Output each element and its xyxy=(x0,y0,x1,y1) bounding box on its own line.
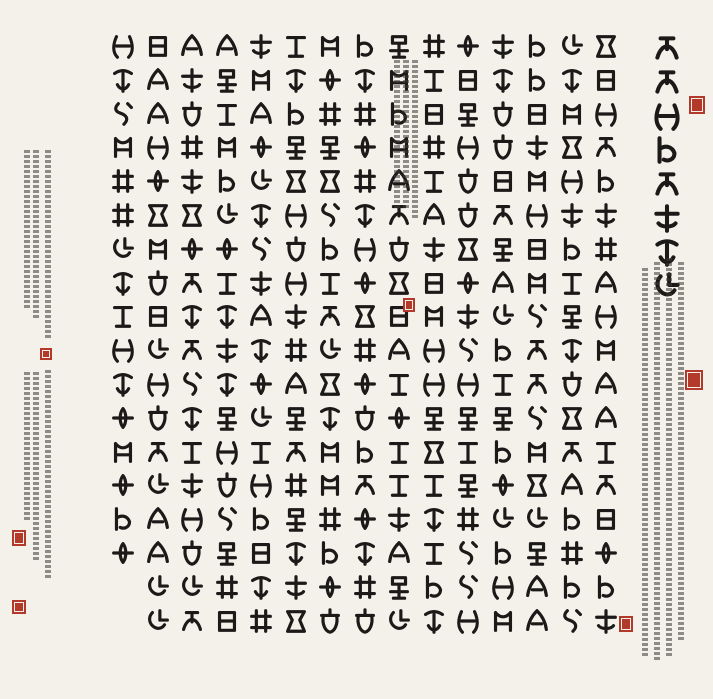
seal-glyph xyxy=(178,32,206,60)
seal-glyph xyxy=(144,404,172,432)
seal-glyph xyxy=(592,438,620,466)
seal-glyph xyxy=(489,471,517,499)
seal-glyph xyxy=(178,269,206,297)
seal-glyph xyxy=(420,607,448,635)
seal-glyph xyxy=(109,302,137,330)
seal-glyph xyxy=(351,438,379,466)
seal-glyph xyxy=(558,370,586,398)
seal-glyph xyxy=(523,235,551,263)
seal-glyph xyxy=(489,269,517,297)
seal-glyph xyxy=(558,573,586,601)
seal-glyph xyxy=(420,167,448,195)
seal-glyph xyxy=(385,438,413,466)
seal-glyph xyxy=(109,167,137,195)
seal-glyph xyxy=(558,505,586,533)
seal-stamp xyxy=(12,530,26,546)
seal-glyph xyxy=(247,269,275,297)
seal-glyph xyxy=(558,167,586,195)
seal-glyph xyxy=(282,269,310,297)
seal-glyph xyxy=(144,438,172,466)
seal-glyph xyxy=(454,133,482,161)
seal-glyph xyxy=(592,302,620,330)
seal-glyph xyxy=(385,607,413,635)
seal-glyph xyxy=(213,269,241,297)
annotation-line xyxy=(403,60,409,210)
seal-glyph xyxy=(282,438,310,466)
seal-stamp xyxy=(689,96,705,114)
seal-glyph xyxy=(247,201,275,229)
seal-glyph xyxy=(489,302,517,330)
annotation-line xyxy=(45,150,51,340)
seal-stamp xyxy=(403,298,415,312)
seal-glyph xyxy=(316,32,344,60)
seal-glyph xyxy=(489,100,517,128)
seal-glyph xyxy=(109,201,137,229)
seal-glyph xyxy=(420,32,448,60)
seal-glyph xyxy=(144,235,172,263)
seal-glyph xyxy=(213,100,241,128)
title-glyph xyxy=(651,100,683,132)
seal-glyph xyxy=(351,505,379,533)
seal-glyph xyxy=(489,370,517,398)
seal-glyph xyxy=(247,370,275,398)
seal-glyph xyxy=(351,370,379,398)
seal-glyph xyxy=(213,404,241,432)
seal-glyph xyxy=(420,370,448,398)
seal-glyph xyxy=(489,505,517,533)
seal-glyph xyxy=(213,539,241,567)
seal-glyph xyxy=(420,66,448,94)
seal-glyph xyxy=(558,404,586,432)
seal-glyph xyxy=(454,100,482,128)
seal-glyph xyxy=(316,573,344,601)
seal-glyph xyxy=(351,539,379,567)
seal-glyph xyxy=(316,505,344,533)
seal-glyph xyxy=(385,32,413,60)
seal-glyph xyxy=(523,336,551,364)
seal-glyph xyxy=(420,302,448,330)
seal-glyph xyxy=(178,573,206,601)
seal-glyph xyxy=(420,404,448,432)
seal-glyph xyxy=(420,235,448,263)
seal-glyph xyxy=(558,32,586,60)
seal-glyph xyxy=(385,336,413,364)
seal-glyph xyxy=(454,573,482,601)
seal-glyph xyxy=(351,336,379,364)
title-glyph xyxy=(651,66,683,98)
seal-glyph xyxy=(178,539,206,567)
seal-glyph xyxy=(420,201,448,229)
seal-glyph xyxy=(489,438,517,466)
seal-glyph xyxy=(213,167,241,195)
seal-glyph xyxy=(282,471,310,499)
seal-glyph xyxy=(454,505,482,533)
seal-glyph xyxy=(592,607,620,635)
seal-glyph xyxy=(351,302,379,330)
seal-glyph xyxy=(454,539,482,567)
seal-glyph xyxy=(316,607,344,635)
seal-glyph xyxy=(351,573,379,601)
seal-glyph xyxy=(178,167,206,195)
seal-glyph xyxy=(351,201,379,229)
seal-glyph xyxy=(213,302,241,330)
seal-glyph xyxy=(351,66,379,94)
seal-glyph xyxy=(558,201,586,229)
seal-glyph xyxy=(489,404,517,432)
seal-glyph xyxy=(558,100,586,128)
seal-glyph xyxy=(144,133,172,161)
seal-stamp xyxy=(619,616,633,632)
seal-glyph xyxy=(454,32,482,60)
seal-glyph xyxy=(282,201,310,229)
seal-glyph xyxy=(523,32,551,60)
seal-glyph xyxy=(109,269,137,297)
seal-glyph xyxy=(109,471,137,499)
seal-glyph xyxy=(592,404,620,432)
seal-glyph xyxy=(282,66,310,94)
seal-glyph xyxy=(454,607,482,635)
annotation-line xyxy=(45,370,51,580)
seal-glyph xyxy=(592,100,620,128)
seal-glyph xyxy=(558,302,586,330)
seal-glyph xyxy=(316,302,344,330)
seal-glyph xyxy=(178,505,206,533)
seal-glyph xyxy=(144,269,172,297)
seal-glyph xyxy=(178,607,206,635)
seal-glyph xyxy=(523,201,551,229)
seal-glyph xyxy=(592,235,620,263)
seal-glyph xyxy=(489,201,517,229)
seal-glyph xyxy=(178,438,206,466)
seal-glyph xyxy=(523,539,551,567)
seal-glyph xyxy=(558,235,586,263)
seal-glyph xyxy=(109,133,137,161)
seal-glyph xyxy=(454,404,482,432)
seal-glyph xyxy=(247,404,275,432)
seal-glyph xyxy=(558,471,586,499)
seal-glyph xyxy=(489,539,517,567)
seal-glyph xyxy=(592,32,620,60)
seal-glyph xyxy=(592,370,620,398)
seal-glyph xyxy=(592,66,620,94)
seal-glyph xyxy=(213,573,241,601)
seal-glyph xyxy=(454,370,482,398)
seal-glyph xyxy=(489,573,517,601)
seal-glyph xyxy=(109,438,137,466)
seal-glyph xyxy=(178,100,206,128)
seal-glyph xyxy=(213,201,241,229)
seal-glyph xyxy=(385,471,413,499)
seal-glyph xyxy=(213,607,241,635)
seal-glyph xyxy=(316,133,344,161)
annotation-line xyxy=(24,150,30,310)
seal-glyph xyxy=(144,539,172,567)
seal-glyph xyxy=(558,66,586,94)
seal-glyph xyxy=(592,269,620,297)
seal-glyph xyxy=(213,336,241,364)
seal-glyph xyxy=(213,471,241,499)
seal-glyph xyxy=(247,573,275,601)
seal-glyph xyxy=(454,235,482,263)
seal-glyph xyxy=(109,66,137,94)
seal-glyph xyxy=(316,471,344,499)
seal-glyph xyxy=(558,336,586,364)
seal-glyph xyxy=(420,539,448,567)
seal-glyph xyxy=(489,133,517,161)
seal-glyph xyxy=(247,336,275,364)
seal-glyph xyxy=(454,269,482,297)
seal-glyph xyxy=(558,133,586,161)
seal-glyph xyxy=(247,167,275,195)
seal-glyph xyxy=(282,235,310,263)
annotation-line xyxy=(678,262,684,642)
seal-stamp xyxy=(40,348,52,360)
seal-glyph xyxy=(144,66,172,94)
seal-glyph xyxy=(213,370,241,398)
seal-glyph xyxy=(592,539,620,567)
seal-glyph xyxy=(558,438,586,466)
seal-glyph xyxy=(213,438,241,466)
seal-glyph xyxy=(385,573,413,601)
seal-glyph xyxy=(385,539,413,567)
seal-glyph xyxy=(316,404,344,432)
seal-glyph xyxy=(454,302,482,330)
seal-glyph xyxy=(489,32,517,60)
seal-glyph xyxy=(420,438,448,466)
seal-glyph xyxy=(351,100,379,128)
seal-glyph xyxy=(109,404,137,432)
seal-glyph xyxy=(316,167,344,195)
seal-glyph xyxy=(282,336,310,364)
seal-glyph xyxy=(523,607,551,635)
seal-glyph xyxy=(316,66,344,94)
seal-glyph xyxy=(385,370,413,398)
seal-glyph xyxy=(523,133,551,161)
seal-glyph xyxy=(420,269,448,297)
seal-glyph xyxy=(316,269,344,297)
seal-glyph xyxy=(213,66,241,94)
seal-glyph xyxy=(144,32,172,60)
seal-glyph xyxy=(489,607,517,635)
annotation-line xyxy=(666,258,672,658)
seal-glyph xyxy=(247,438,275,466)
seal-glyph xyxy=(454,167,482,195)
seal-glyph xyxy=(351,235,379,263)
seal-glyph xyxy=(282,302,310,330)
seal-glyph xyxy=(144,201,172,229)
seal-glyph xyxy=(523,66,551,94)
seal-glyph xyxy=(178,302,206,330)
annotation-line xyxy=(24,372,30,522)
seal-glyph xyxy=(178,235,206,263)
seal-glyph xyxy=(385,235,413,263)
seal-glyph xyxy=(523,302,551,330)
annotation-line xyxy=(33,372,39,562)
seal-glyph xyxy=(420,471,448,499)
seal-glyph xyxy=(316,370,344,398)
seal-glyph xyxy=(351,471,379,499)
title-glyph xyxy=(651,168,683,200)
seal-glyph xyxy=(454,471,482,499)
seal-glyph xyxy=(316,539,344,567)
seal-glyph xyxy=(213,32,241,60)
seal-glyph xyxy=(144,505,172,533)
seal-glyph xyxy=(351,133,379,161)
annotation-line xyxy=(394,60,400,210)
seal-glyph xyxy=(420,336,448,364)
seal-glyph xyxy=(351,404,379,432)
seal-glyph xyxy=(144,302,172,330)
seal-glyph xyxy=(282,573,310,601)
seal-glyph xyxy=(282,133,310,161)
seal-glyph xyxy=(247,100,275,128)
seal-glyph xyxy=(558,269,586,297)
seal-glyph xyxy=(316,100,344,128)
seal-glyph xyxy=(109,539,137,567)
seal-glyph xyxy=(316,336,344,364)
seal-glyph xyxy=(420,505,448,533)
seal-glyph xyxy=(178,66,206,94)
seal-glyph xyxy=(454,66,482,94)
seal-glyph xyxy=(109,32,137,60)
seal-glyph xyxy=(109,336,137,364)
seal-glyph xyxy=(144,573,172,601)
seal-stamp xyxy=(12,600,26,614)
seal-glyph xyxy=(523,404,551,432)
seal-glyph xyxy=(282,539,310,567)
seal-glyph xyxy=(316,438,344,466)
seal-glyph xyxy=(523,269,551,297)
seal-glyph xyxy=(454,438,482,466)
seal-glyph xyxy=(282,607,310,635)
seal-glyph xyxy=(213,133,241,161)
seal-glyph xyxy=(282,370,310,398)
seal-glyph xyxy=(523,471,551,499)
seal-glyph xyxy=(523,438,551,466)
seal-glyph xyxy=(385,505,413,533)
seal-glyph xyxy=(351,269,379,297)
seal-glyph xyxy=(385,269,413,297)
seal-glyph xyxy=(247,133,275,161)
seal-glyph xyxy=(489,336,517,364)
title-glyph xyxy=(651,32,683,64)
seal-glyph xyxy=(351,607,379,635)
seal-glyph xyxy=(282,505,310,533)
seal-glyph xyxy=(144,100,172,128)
seal-glyph xyxy=(454,336,482,364)
seal-glyph xyxy=(109,505,137,533)
seal-glyph xyxy=(247,539,275,567)
seal-glyph xyxy=(247,505,275,533)
seal-glyph xyxy=(316,201,344,229)
seal-glyph xyxy=(109,100,137,128)
seal-glyph xyxy=(523,573,551,601)
seal-glyph xyxy=(109,370,137,398)
seal-glyph xyxy=(247,235,275,263)
annotation-line xyxy=(642,268,648,658)
seal-glyph xyxy=(523,505,551,533)
seal-glyph xyxy=(351,32,379,60)
seal-glyph xyxy=(523,100,551,128)
seal-glyph xyxy=(144,607,172,635)
seal-glyph xyxy=(282,32,310,60)
seal-glyph xyxy=(178,471,206,499)
seal-glyph xyxy=(489,167,517,195)
seal-glyph xyxy=(592,133,620,161)
seal-glyph xyxy=(489,235,517,263)
seal-glyph xyxy=(351,167,379,195)
annotation-line xyxy=(412,60,418,220)
seal-glyph xyxy=(489,66,517,94)
seal-glyph xyxy=(178,370,206,398)
seal-glyph xyxy=(558,607,586,635)
seal-glyph xyxy=(592,505,620,533)
seal-glyph xyxy=(592,471,620,499)
seal-glyph xyxy=(558,539,586,567)
annotation-line xyxy=(33,150,39,320)
seal-glyph xyxy=(282,100,310,128)
seal-glyph xyxy=(420,100,448,128)
seal-glyph xyxy=(454,201,482,229)
seal-stamp xyxy=(685,370,703,390)
title-glyph xyxy=(651,202,683,234)
seal-glyph xyxy=(144,471,172,499)
seal-glyph xyxy=(213,235,241,263)
seal-glyph xyxy=(144,336,172,364)
seal-glyph xyxy=(420,573,448,601)
seal-glyph xyxy=(144,370,172,398)
annotation-line xyxy=(654,262,660,662)
seal-glyph xyxy=(144,167,172,195)
seal-glyph xyxy=(178,404,206,432)
seal-glyph xyxy=(178,336,206,364)
seal-glyph xyxy=(178,201,206,229)
seal-glyph xyxy=(523,167,551,195)
seal-glyph xyxy=(178,133,206,161)
seal-glyph xyxy=(247,66,275,94)
seal-glyph xyxy=(247,302,275,330)
seal-glyph xyxy=(420,133,448,161)
title-glyph xyxy=(651,134,683,166)
seal-glyph xyxy=(109,235,137,263)
seal-glyph xyxy=(523,370,551,398)
seal-glyph xyxy=(247,32,275,60)
seal-glyph xyxy=(592,336,620,364)
seal-glyph xyxy=(316,235,344,263)
seal-glyph xyxy=(385,404,413,432)
seal-glyph xyxy=(592,167,620,195)
seal-glyph xyxy=(247,471,275,499)
seal-glyph xyxy=(592,573,620,601)
seal-glyph xyxy=(247,607,275,635)
seal-glyph xyxy=(282,167,310,195)
seal-glyph xyxy=(213,505,241,533)
seal-glyph xyxy=(282,404,310,432)
seal-glyph xyxy=(592,201,620,229)
